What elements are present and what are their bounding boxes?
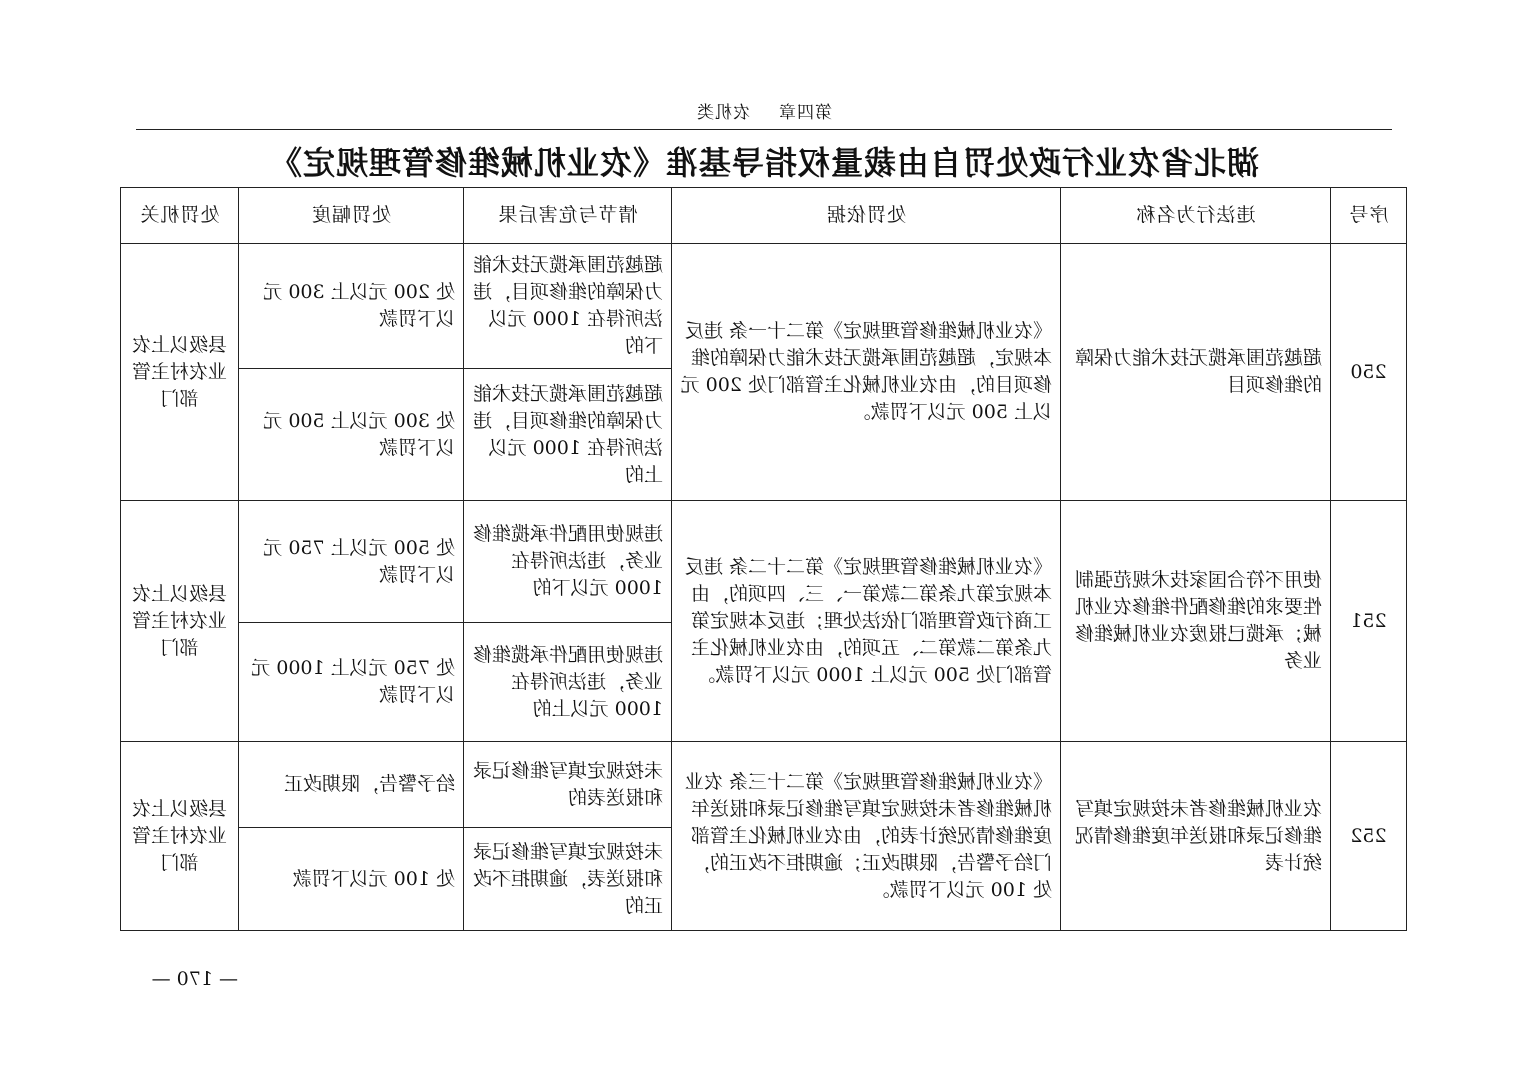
page-number: — 170 — [151,968,238,990]
circumstance-cell: 超越范围承揽无技术能力保障的维修项目，违法所得在 1000 元以下的 [464,244,672,369]
document-title: 湖北省农业行政处罚自由裁量权指导基准《农业机械维修管理规定》 [269,144,1260,182]
table-row [121,742,1407,828]
penalty-basis: 《农业机械维修管理规定》第二十一条 违反本规定，超越范围承揽无技术能力保障的维修项目的，由农业机械化主管部门处 200 元以上 500 元以下罚款。 [672,244,1061,501]
header-rule [136,129,1392,130]
table-row [121,501,1407,623]
table-header-row [121,188,1407,244]
row-number: 252 [1331,742,1407,931]
violation-name: 使用不符合国家技术规范强制性要求的维修配件维修农业机械；承揽已报废农业机械维修业务 [1061,501,1331,742]
col-header-name: 违法行为名称 [1061,188,1331,244]
running-header [0,98,1528,123]
col-header-authority: 处罚机关 [121,188,239,244]
circumstance-cell: 未按规定填写维修记录和报送表的 [464,742,672,828]
row-number: 250 [1331,244,1407,501]
penalty-range-cell: 处 200 元以上 300 元以下罚款 [239,244,464,369]
penalty-range-cell: 处 750 元以上 1000 元以下罚款 [239,623,464,742]
penalty-authority: 县级以上农业农村主管部门 [121,244,239,501]
chapter-label: 第四章 [778,103,832,123]
circumstance-cell: 违规使用配件承揽维修业务，违法所得在 1000 元以下的 [464,501,672,623]
circumstance-cell: 违规使用配件承揽维修业务，违法所得在 1000 元以上的 [464,623,672,742]
penalty-authority: 县级以上农业农村主管部门 [121,742,239,931]
circumstance-cell: 超越范围承揽无技术能力保障的维修项目，违法所得在 1000 元以上的 [464,369,672,501]
penalty-authority: 县级以上农业农村主管部门 [121,501,239,742]
col-header-circumstance: 情节与危害后果 [464,188,672,244]
col-header-penalty: 处罚幅度 [239,188,464,244]
penalty-range-cell: 处 300 元以上 500 元以下罚款 [239,369,464,501]
circumstance-cell: 未按规定填写维修记录和报送表，逾期拒不改正的 [464,828,672,931]
violation-name: 超越范围承揽无技术能力保障的维修项目 [1061,244,1331,501]
col-header-basis: 处罚依据 [672,188,1061,244]
penalty-basis: 《农业机械维修管理规定》第二十二条 违反本规定第九条第二款第一、三、四项的，由工商行政管理部门依法处理；违反本规定第九条第二款第二、五项的，由农业机械化主管部门处 500 元以上 1000 元以下罚款。 [672,501,1061,742]
penalty-standard-table [120,187,1407,931]
penalty-range-cell: 给予警告，限期改正 [239,742,464,828]
penalty-range-cell: 处 500 元以上 750 元以下罚款 [239,501,464,623]
penalty-basis: 《农业机械维修管理规定》第二十三条 农业机械维修者未按规定填写维修记录和报送年度维修情况统计表的，由农业机械化主管部门给予警告，限期改正；逾期拒不改正的，处 100 元以下罚款。 [672,742,1061,931]
table-row [121,244,1407,369]
section-label: 农机类 [696,103,750,123]
col-header-no: 序号 [1331,188,1407,244]
row-number: 251 [1331,501,1407,742]
penalty-range-cell: 处 100 元以下罚款 [239,828,464,931]
violation-name: 农业机械维修者未按规定填写维修记录和报送年度维修情况统计表 [1061,742,1331,931]
